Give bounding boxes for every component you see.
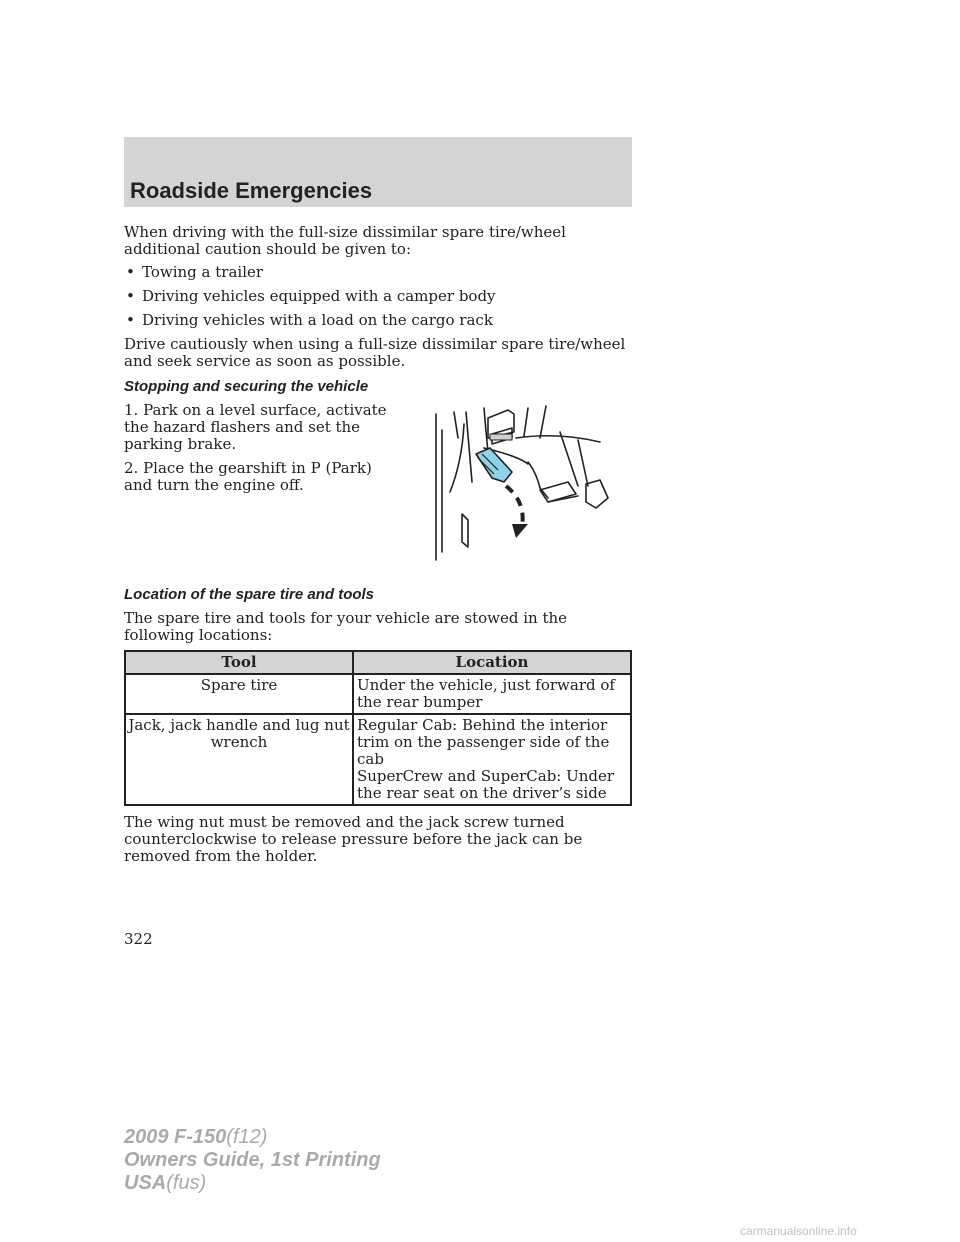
section-heading-stopping: Stopping and securing the vehicle <box>124 378 369 395</box>
location-cell <box>353 714 631 805</box>
bullet-text: Driving vehicles equipped with a camper body <box>142 287 496 305</box>
bullet-text: Towing a trailer <box>142 263 264 281</box>
column-header-tool: Tool <box>125 651 353 674</box>
footer-model-code: (f12) <box>226 1126 268 1148</box>
parking-brake-illustration <box>428 402 628 562</box>
location-cell <box>353 674 631 714</box>
location-intro-paragraph: The spare tire and tools for your vehicle are stowed in the following locations: <box>124 609 568 644</box>
table-header-row <box>125 651 631 674</box>
location-text: Regular Cab: Behind the interior trim on the passenger side of the cab <box>357 716 610 768</box>
bullet-dot: • <box>126 311 135 329</box>
intro-paragraph: When driving with the full-size dissimilar spare tire/wheel additional caution should be given to: <box>124 223 566 258</box>
section-heading-location: Location of the spare tire and tools <box>124 586 375 603</box>
column-header-location: Location <box>353 651 631 674</box>
location-text: Under the vehicle, just forward of the rear bumper <box>357 676 615 711</box>
bullet-item <box>126 264 263 281</box>
section-title: Roadside Emergencies <box>130 178 373 203</box>
document-footer <box>124 1126 381 1195</box>
tools-location-table <box>124 650 632 806</box>
bullet-item <box>126 312 493 329</box>
footer-model: 2009 F-150 <box>124 1126 227 1148</box>
step-2: 2. Place the gearshift in P (Park) and turn the engine off. <box>124 459 372 494</box>
bullet-text: Driving vehicles with a load on the cargo rack <box>142 311 493 329</box>
location-text: SuperCrew and SuperCab: Under the rear seat on the driver’s side <box>357 767 615 802</box>
page-number: 322 <box>124 930 153 948</box>
bullet-dot: • <box>126 287 135 305</box>
table-row <box>125 674 631 714</box>
bullet-dot: • <box>126 263 135 281</box>
bullet-item <box>126 288 496 305</box>
table-row <box>125 714 631 805</box>
site-watermark: carmanualsonline.info <box>740 1224 857 1238</box>
tool-cell: Spare tire <box>125 674 353 714</box>
jack-note-paragraph: The wing nut must be removed and the jack screw turned counterclockwise to release pressure before the jack can be removed from the holder. <box>124 813 583 865</box>
footer-guide: Owners Guide, 1st Printing <box>124 1149 381 1171</box>
footer-region: USA <box>124 1172 167 1194</box>
tool-cell: Jack, jack handle and lug nut wrench <box>125 714 353 805</box>
caution-paragraph: Drive cautiously when using a full-size dissimilar spare tire/wheel and seek service as soon as possible. <box>124 335 626 370</box>
step-1: 1. Park on a level surface, activate the hazard flashers and set the parking brake. <box>124 401 387 453</box>
footer-region-code: (fus) <box>166 1172 207 1194</box>
